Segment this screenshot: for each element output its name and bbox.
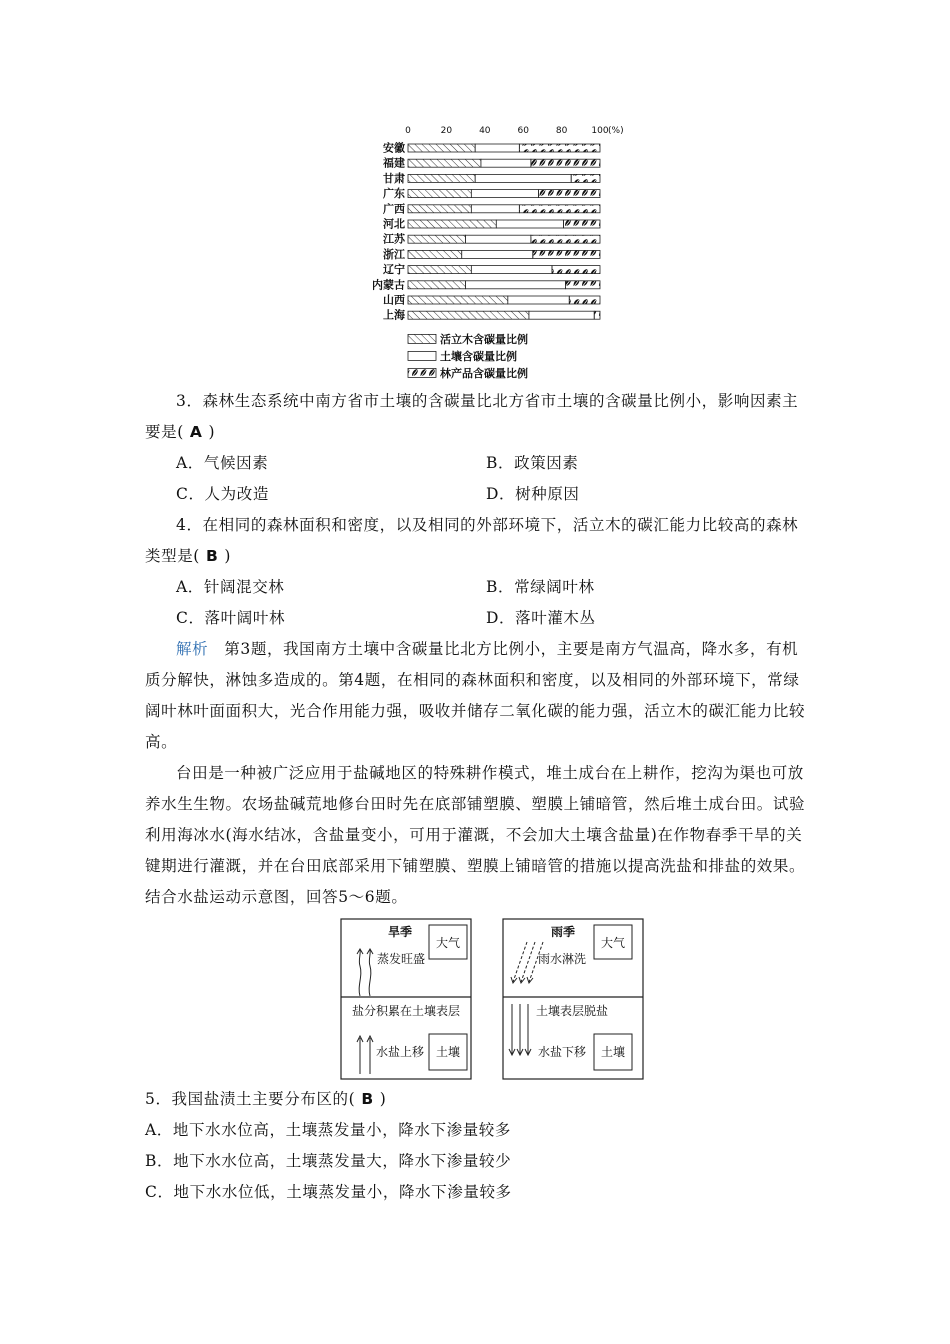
q4-answer: B xyxy=(205,547,219,565)
bar-segment xyxy=(552,266,600,274)
q4-options-row-2 xyxy=(145,603,810,634)
x-tick-label: 20 xyxy=(440,126,453,136)
evaporation-arrows-icon xyxy=(357,949,373,996)
q3-answer: A xyxy=(189,423,203,441)
bar-segment xyxy=(519,205,600,213)
bar-segment xyxy=(408,159,481,167)
category-label: 安徽 xyxy=(383,141,405,155)
bar-segment xyxy=(533,250,600,258)
q3-option-a: A．气候因素 xyxy=(176,454,269,472)
legend-label: 活立木含碳量比例 xyxy=(440,332,528,346)
bar-segment xyxy=(408,144,475,152)
category-label: 广东 xyxy=(383,187,405,201)
downward-arrows-icon xyxy=(509,1004,531,1055)
bar-segment xyxy=(539,190,600,198)
q5-stem: 5．我国盐渍土主要分布区的( B ) xyxy=(145,1090,387,1108)
bar-segment xyxy=(475,144,519,152)
bar-segment xyxy=(408,205,471,213)
legend-swatch xyxy=(408,368,436,377)
carbon-ratio-chart xyxy=(360,118,640,390)
left-atmosphere-label: 大气 xyxy=(436,936,461,950)
bar-segment xyxy=(408,311,529,319)
category-label: 内蒙古 xyxy=(372,278,405,292)
bar-segment xyxy=(481,159,531,167)
analysis-label: 解析 xyxy=(176,640,209,658)
legend-label: 土壤含碳量比例 xyxy=(440,349,517,363)
bar-segment xyxy=(531,159,600,167)
passage: 台田是一种被广泛应用于盐碱地区的特殊耕作模式，堆土成台在上耕作，挖沟为渠也可放养水生生物。农场盐碱荒地修台田时先在底部铺塑膜、塑膜上铺暗管，然后堆土成台田。试验利用海冰水(海水结冰，含盐量变小，可用于灌溉，不会加大土壤含盐量)在作物春季干旱的关键期进行灌溉，并在台田底部采用下铺塑膜、塑膜上铺暗管的措施以提高洗盐和排盐的效果。结合水盐运动示意图，回答5～6题。 xyxy=(145,764,806,906)
x-axis xyxy=(405,126,623,136)
category-label: 河北 xyxy=(383,217,405,231)
x-unit-label: (%) xyxy=(608,126,624,136)
bar-segment xyxy=(571,174,600,182)
bar-segment xyxy=(569,296,600,304)
q3-options-row-1 xyxy=(145,448,810,479)
bar-segment xyxy=(466,281,566,289)
legend-swatch xyxy=(408,334,436,343)
q4-options-row-1 xyxy=(145,572,810,603)
water-salt-diagram xyxy=(340,918,645,1080)
category-label: 甘肃 xyxy=(383,171,405,185)
q3-option-c: C．人为改造 xyxy=(176,485,269,503)
bar-segment xyxy=(408,266,471,274)
x-tick-label: 60 xyxy=(517,126,529,136)
q4-option-b: B．常绿阔叶林 xyxy=(486,578,595,596)
q5-option-a: A．地下水水位高，土壤蒸发量小，降水下渗量较多 xyxy=(145,1121,511,1139)
bar-segment xyxy=(471,190,538,198)
bar-segment xyxy=(529,311,594,319)
bar-segment xyxy=(519,144,600,152)
x-tick-label: 80 xyxy=(555,126,568,136)
right-soil-label: 土壤 xyxy=(601,1045,626,1059)
upward-flow-label: 水盐上移 xyxy=(376,1045,425,1059)
bar-segment xyxy=(408,250,462,258)
category-label: 江苏 xyxy=(383,232,405,246)
downward-flow-label: 水盐下移 xyxy=(538,1045,587,1059)
bar-segment xyxy=(462,250,533,258)
q4-option-c: C．落叶阔叶林 xyxy=(176,609,286,627)
x-tick-label: 100 xyxy=(591,126,609,136)
legend xyxy=(408,332,528,380)
rainy-season-label: 雨季 xyxy=(551,925,576,939)
content-block-2 xyxy=(145,1084,810,1208)
q4-option-d: D．落叶灌木丛 xyxy=(486,609,596,627)
category-label: 上海 xyxy=(383,308,405,322)
category-label: 广西 xyxy=(383,202,405,216)
salt-accumulation-label: 盐分积累在土壤表层 xyxy=(352,1004,461,1018)
right-atmosphere-label: 大气 xyxy=(601,936,626,950)
bar-segment xyxy=(496,220,563,228)
desalination-label: 土壤表层脱盐 xyxy=(536,1004,609,1018)
dry-season-label: 旱季 xyxy=(388,925,413,939)
bar-segment xyxy=(408,174,475,182)
analysis-text: 第3题，我国南方土壤中含碳量比北方比例小，主要是南方气温高，降水多，有机质分解快，淋蚀多造成的。第4题，在相同的森林面积和密度，以及相同的外部环境下，常绿阔叶林叶面面积大，光合作用能力强，吸收并储存二氧化碳的能力强，活立木的碳汇能力比较高。 xyxy=(145,640,806,751)
content-block-1 xyxy=(145,386,810,913)
evaporation-label: 蒸发旺盛 xyxy=(377,952,426,966)
bar-segment xyxy=(471,205,519,213)
legend-label: 林产品含碳量比例 xyxy=(440,366,528,380)
category-label: 辽宁 xyxy=(383,263,405,277)
bar-segment xyxy=(531,235,600,243)
x-tick-label: 0 xyxy=(405,126,411,136)
q3-stem: 3．森林生态系统中南方省市土壤的含碳量比北方省市土壤的含碳量比例小，影响因素主要是( A ) xyxy=(145,392,799,441)
bar-segment xyxy=(475,174,571,182)
bar-segment xyxy=(408,220,496,228)
q5-option-b: B．地下水水位高，土壤蒸发量大，降水下渗量较少 xyxy=(145,1152,512,1170)
q3-option-b: B．政策因素 xyxy=(486,454,579,472)
rain-leaching-label: 雨水淋洗 xyxy=(538,952,587,966)
bar-segment xyxy=(471,266,552,274)
bar-segment xyxy=(408,296,508,304)
bar-segment xyxy=(408,190,471,198)
x-tick-label: 40 xyxy=(479,126,491,136)
bars xyxy=(372,141,600,322)
q3-option-d: D．树种原因 xyxy=(486,485,580,503)
legend-swatch xyxy=(408,351,436,360)
category-label: 浙江 xyxy=(383,247,405,261)
bar-segment xyxy=(408,235,466,243)
q4-stem: 4．在相同的森林面积和密度，以及相同的外部环境下，活立木的碳汇能力比较高的森林类型是( B ) xyxy=(145,516,799,565)
category-label: 福建 xyxy=(383,156,405,170)
q5-option-c: C．地下水水位低，土壤蒸发量小，降水下渗量较多 xyxy=(145,1183,512,1201)
q5-answer: B xyxy=(361,1090,374,1108)
q3-options-row-2 xyxy=(145,479,810,510)
analysis xyxy=(145,634,810,758)
bar-segment xyxy=(466,235,531,243)
category-label: 山西 xyxy=(383,293,405,307)
left-soil-label: 土壤 xyxy=(436,1045,461,1059)
bar-segment xyxy=(508,296,569,304)
upward-arrows-icon xyxy=(357,1036,373,1074)
bar-segment xyxy=(408,281,466,289)
q4-option-a: A．针阔混交林 xyxy=(176,578,285,596)
bar-segment xyxy=(594,311,600,319)
bar-segment xyxy=(565,281,600,289)
bar-segment xyxy=(564,220,600,228)
